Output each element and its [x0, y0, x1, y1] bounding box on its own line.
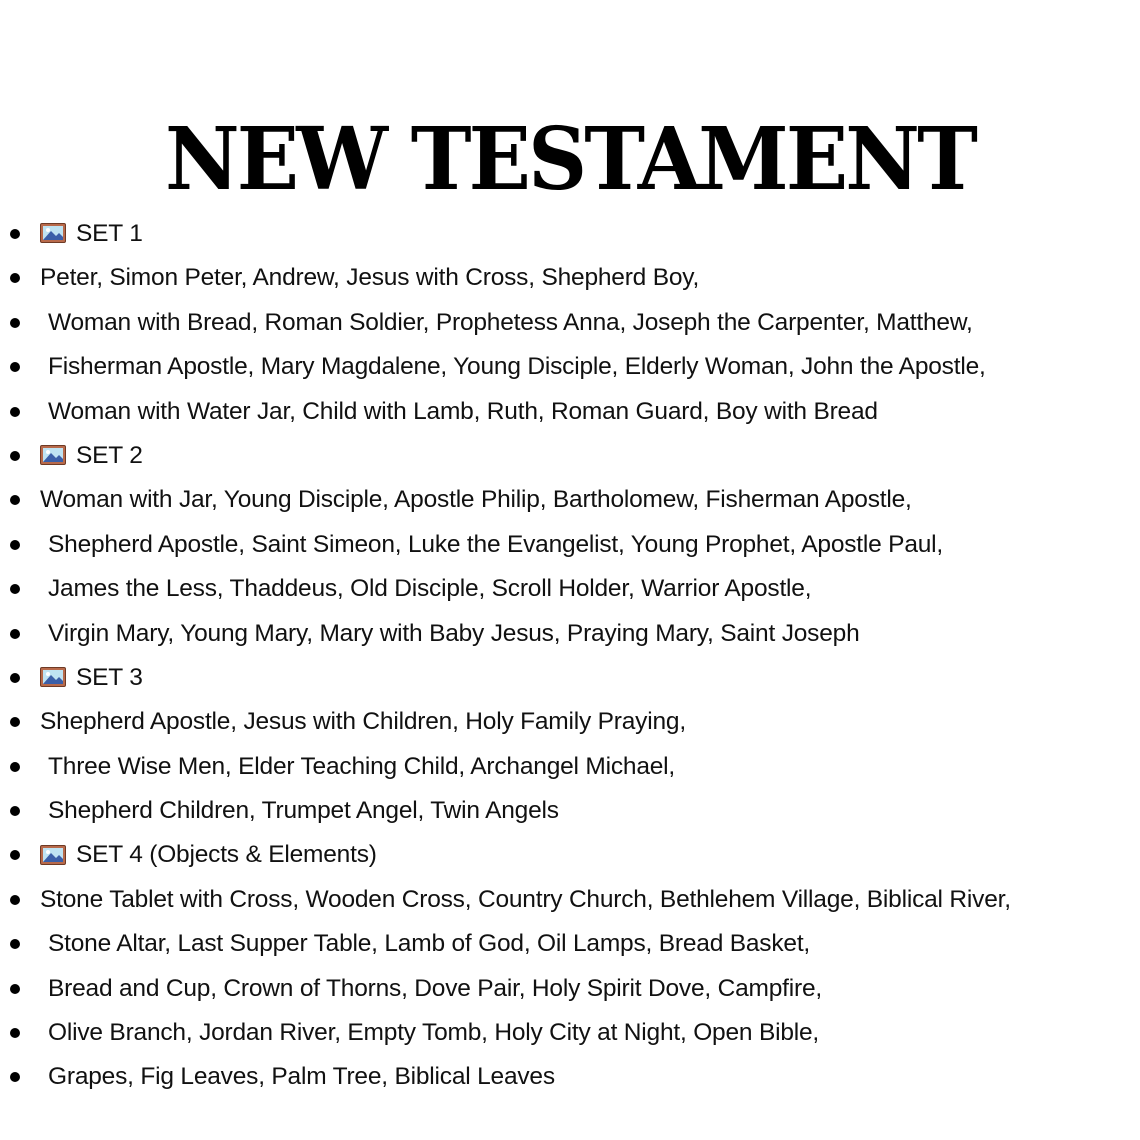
list-item [0, 301, 1140, 345]
bullet-icon [10, 762, 20, 772]
bullet-icon [10, 451, 20, 461]
list-item [0, 700, 1140, 744]
list-item-set-3 [0, 656, 1140, 700]
set-heading [40, 833, 377, 877]
bullet-icon [10, 273, 20, 283]
item-text: Virgin Mary, Young Mary, Mary with Baby Jesus, Praying Mary, Saint Joseph [48, 619, 860, 647]
bullet-icon [10, 717, 20, 727]
item-text: Shepherd Apostle, Saint Simeon, Luke the Evangelist, Young Prophet, Apostle Paul, [48, 530, 944, 558]
item-text: Grapes, Fig Leaves, Palm Tree, Biblical Leaves [48, 1063, 555, 1091]
list-item-set-2 [0, 434, 1140, 478]
framed-picture-icon [40, 223, 66, 243]
bullet-icon [10, 495, 20, 505]
item-text: Stone Altar, Last Supper Table, Lamb of God, Oil Lamps, Bread Basket, [48, 930, 811, 958]
list-item [0, 1011, 1140, 1055]
item-text: Three Wise Men, Elder Teaching Child, Archangel Michael, [48, 752, 676, 780]
list-item [0, 523, 1140, 567]
list-item [0, 345, 1140, 389]
list-item [0, 745, 1140, 789]
list-item [0, 1055, 1140, 1099]
framed-picture-icon [40, 667, 66, 687]
list-item-set-1 [0, 212, 1140, 256]
set-heading-text: SET 2 [76, 441, 143, 469]
bullet-icon [10, 229, 20, 239]
bullet-icon [10, 1072, 20, 1082]
set-heading [40, 212, 143, 256]
list-item [0, 390, 1140, 434]
set-heading [40, 656, 143, 700]
bullet-icon [10, 673, 20, 683]
list-item [0, 612, 1140, 656]
bullet-icon [10, 584, 20, 594]
list-item [0, 478, 1140, 522]
item-text: Olive Branch, Jordan River, Empty Tomb, Holy City at Night, Open Bible, [48, 1019, 820, 1047]
item-text: Shepherd Apostle, Jesus with Children, Holy Family Praying, [40, 708, 686, 736]
bullet-icon [10, 895, 20, 905]
list-item [0, 789, 1140, 833]
list-item [0, 256, 1140, 300]
item-text: Woman with Jar, Young Disciple, Apostle Philip, Bartholomew, Fisherman Apostle, [40, 486, 912, 514]
framed-picture-icon [40, 845, 66, 865]
list-item [0, 878, 1140, 922]
bullet-icon [10, 984, 20, 994]
set-heading-text: SET 1 [76, 220, 143, 247]
bullet-icon [10, 318, 20, 328]
content-list [0, 212, 1140, 1100]
item-text: Peter, Simon Peter, Andrew, Jesus with Cross, Shepherd Boy, [40, 264, 700, 292]
list-item-set-4 [0, 833, 1140, 877]
page-title: NEW TESTAMENT [164, 108, 976, 210]
bullet-icon [10, 629, 20, 639]
bullet-icon [10, 362, 20, 372]
bullet-icon [10, 939, 20, 949]
item-text: James the Less, Thaddeus, Old Disciple, Scroll Holder, Warrior Apostle, [48, 575, 812, 603]
list-item [0, 567, 1140, 611]
item-text: Woman with Bread, Roman Soldier, Prophetess Anna, Joseph the Carpenter, Matthew, [48, 308, 973, 336]
list-item [0, 967, 1140, 1011]
item-text: Bread and Cup, Crown of Thorns, Dove Pair, Holy Spirit Dove, Campfire, [48, 974, 822, 1002]
bullet-icon [10, 540, 20, 550]
set-heading [40, 434, 143, 478]
set-heading-text: SET 4 (Objects & Elements) [76, 841, 377, 869]
bullet-icon [10, 407, 20, 417]
item-text: Woman with Water Jar, Child with Lamb, Ruth, Roman Guard, Boy with Bread [48, 397, 878, 425]
item-text: Fisherman Apostle, Mary Magdalene, Young Disciple, Elderly Woman, John the Apostle, [48, 353, 986, 381]
bullet-icon [10, 1028, 20, 1038]
bullet-icon [10, 806, 20, 816]
item-text: Shepherd Children, Trumpet Angel, Twin Angels [48, 797, 559, 825]
framed-picture-icon [40, 445, 66, 465]
bullet-icon [10, 850, 20, 860]
list-item [0, 922, 1140, 966]
item-text: Stone Tablet with Cross, Wooden Cross, Country Church, Bethlehem Village, Biblical River, [40, 885, 1011, 913]
set-heading-text: SET 3 [76, 663, 143, 691]
